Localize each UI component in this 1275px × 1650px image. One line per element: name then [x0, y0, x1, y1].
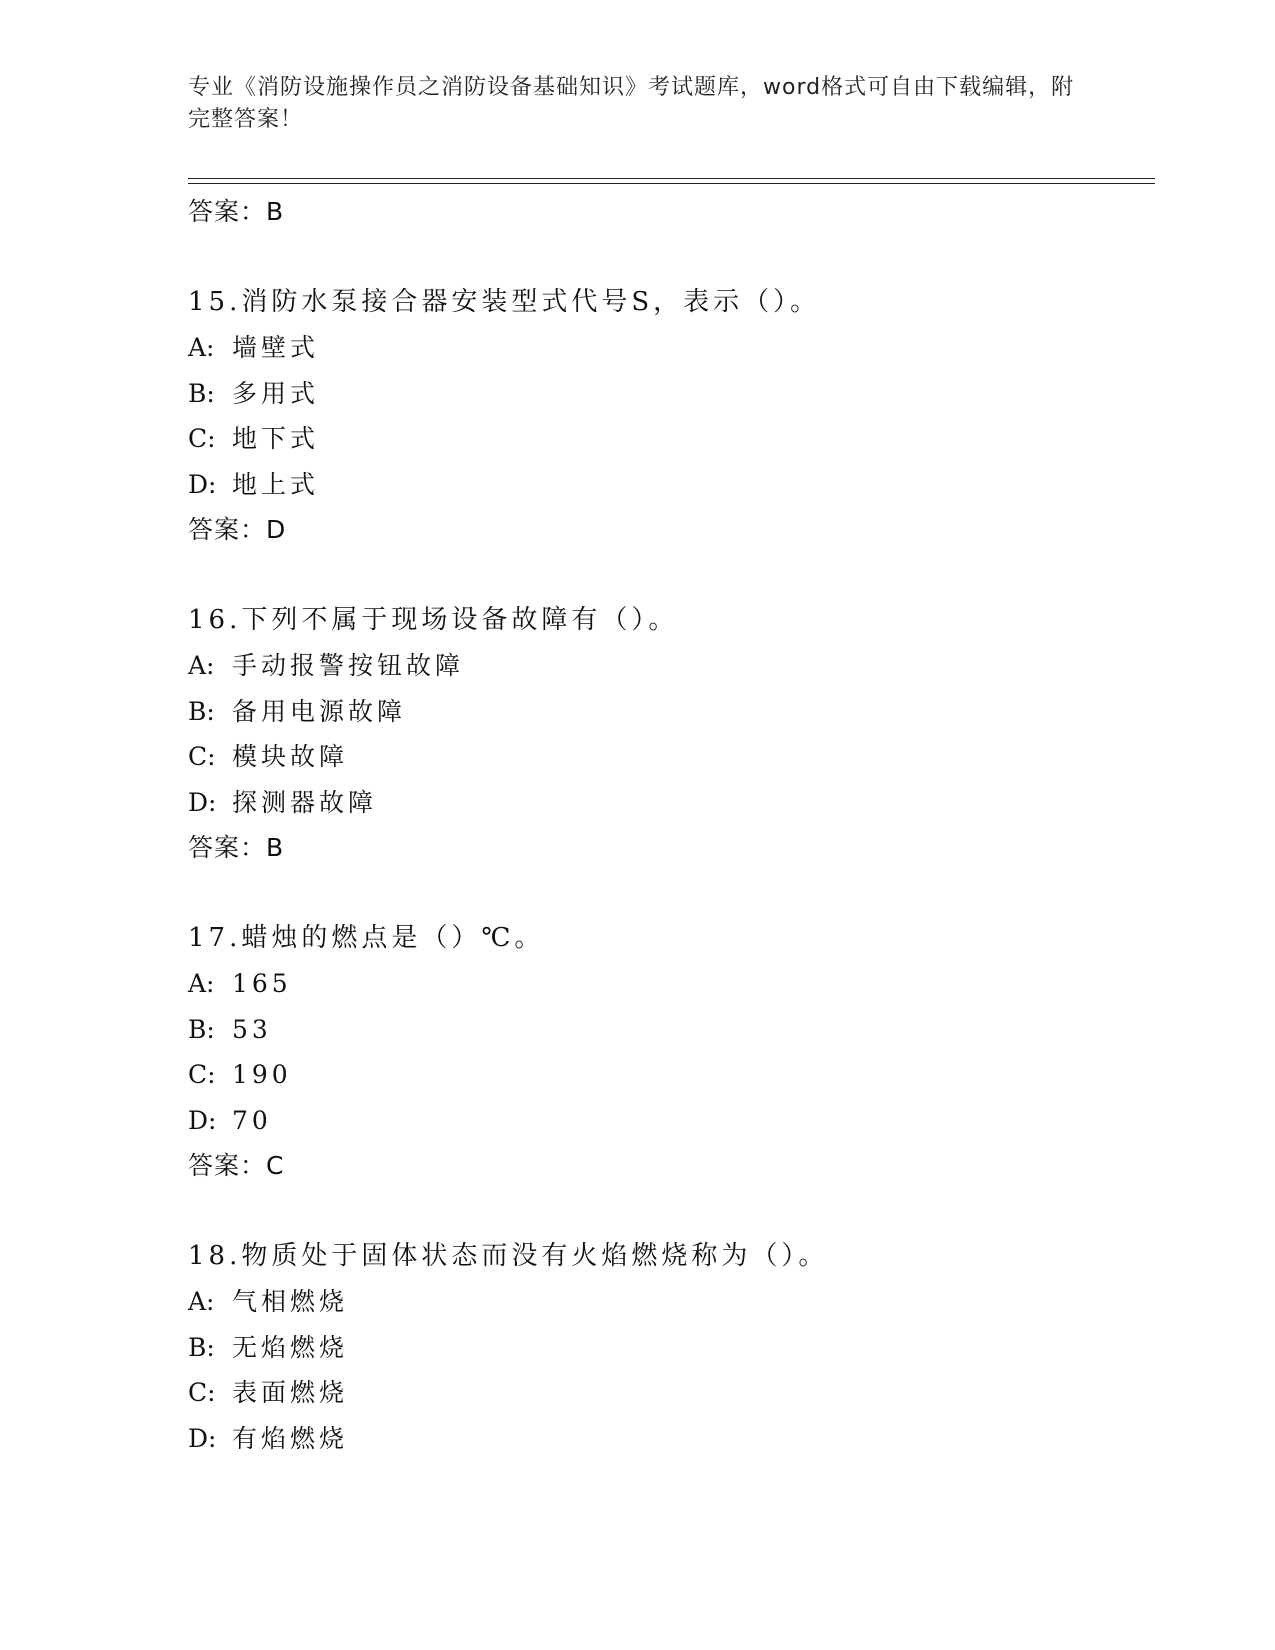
option-text: 无焰燃烧	[232, 1332, 349, 1362]
option-text: 70	[232, 1105, 272, 1135]
option-a	[188, 1279, 1148, 1325]
option-key: D:	[188, 1105, 217, 1135]
option-text: 53	[232, 1014, 272, 1044]
option-key: A:	[188, 1287, 215, 1316]
option-c	[188, 1052, 1148, 1098]
option-c	[188, 1370, 1148, 1416]
option-key: B:	[188, 1332, 215, 1362]
option-key: B:	[188, 696, 215, 726]
option-text: 多用式	[232, 378, 320, 408]
option-key: A:	[188, 333, 215, 362]
option-b	[188, 689, 1148, 735]
question-stem: 17.蜡烛的燃点是（）℃。	[188, 923, 545, 953]
question-list	[188, 189, 1148, 1461]
option-c	[188, 416, 1148, 462]
option-d	[188, 1416, 1148, 1462]
question-stem: 16.下列不属于现场设备故障有（）。	[188, 605, 679, 635]
option-text: 190	[232, 1060, 292, 1089]
previous-answer: 答案：B	[188, 197, 285, 226]
answer-line: 答案：C	[188, 1151, 285, 1180]
option-text: 表面燃烧	[232, 1378, 349, 1407]
option-a	[188, 643, 1148, 689]
option-d	[188, 462, 1148, 508]
option-text: 地下式	[232, 424, 320, 453]
header-rule-top	[188, 178, 1155, 179]
option-key: A:	[188, 651, 215, 680]
option-a	[188, 325, 1148, 371]
question-block	[188, 1233, 1148, 1461]
option-key: D:	[188, 1423, 217, 1453]
option-b	[188, 1325, 1148, 1371]
page-header-title: 专业《消防设施操作员之消防设备基础知识》考试题库，word格式可自由下载编辑，附完整答案！	[188, 75, 1075, 132]
option-key: C:	[188, 742, 216, 771]
option-text: 模块故障	[232, 742, 349, 771]
option-key: D:	[188, 787, 217, 817]
question-block	[188, 279, 1148, 553]
option-d	[188, 1098, 1148, 1144]
option-key: B:	[188, 378, 215, 408]
option-c	[188, 734, 1148, 780]
option-key: C:	[188, 1060, 216, 1089]
option-key: D:	[188, 469, 217, 499]
question-stem: 15.消防水泵接合器安装型式代号S，表示（）。	[188, 287, 821, 317]
option-text: 地上式	[232, 469, 320, 499]
option-a	[188, 961, 1148, 1007]
option-text: 探测器故障	[232, 787, 378, 817]
option-text: 有焰燃烧	[232, 1423, 349, 1453]
header-rule-bottom	[188, 183, 1155, 184]
option-text: 气相燃烧	[232, 1287, 349, 1316]
answer-line: 答案：D	[188, 515, 287, 544]
option-d	[188, 780, 1148, 826]
option-key: A:	[188, 969, 215, 998]
question-block	[188, 915, 1148, 1189]
option-b	[188, 371, 1148, 417]
question-stem: 18.物质处于固体状态而没有火焰燃烧称为（）。	[188, 1241, 829, 1271]
option-text: 墙壁式	[232, 333, 320, 362]
option-b	[188, 1007, 1148, 1053]
option-text: 165	[232, 969, 292, 998]
option-key: B:	[188, 1014, 215, 1044]
option-text: 备用电源故障	[232, 696, 407, 726]
option-key: C:	[188, 424, 216, 453]
option-text: 手动报警按钮故障	[232, 651, 465, 680]
question-block	[188, 597, 1148, 871]
answer-line: 答案：B	[188, 833, 285, 862]
option-key: C:	[188, 1378, 216, 1407]
